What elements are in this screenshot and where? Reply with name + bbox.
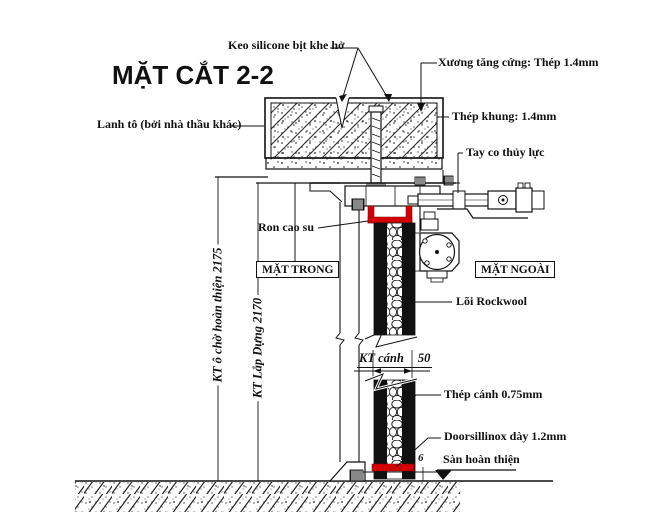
label-inner-face: MẶT TRONG [256,261,339,278]
lintel-concrete [265,97,443,169]
frame-jamb-lines [336,202,363,462]
section-title: MẶT CẮT 2-2 [112,60,274,90]
label-doorsill-inox: Doorsillinox dày 1.2mm [444,429,567,443]
label-leaf-steel: Thép cánh 0.75mm [444,387,543,401]
door-leaf-lower [365,374,417,479]
dim-leaf-width-value: 50 [417,351,431,365]
floor-level-symbol [435,470,516,480]
label-level-mark: 6 [418,452,424,464]
dim-installation-height: KT Lắp Dựng 2170 [251,295,266,401]
dim-leaf-width [357,351,432,368]
bottom-gasket-red [372,464,414,471]
label-lintel: Lanh tô (bởi nhà thầu khác) [97,117,242,131]
label-outer-face: MẶT NGOÀI [475,261,555,278]
label-stiffener-steel: Xương tăng cứng: Thép 1.4mm [438,55,599,69]
label-hydraulic-closer: Tay co thủy lực [466,145,545,159]
ground-hatch [75,482,460,512]
label-frame-steel: Thép khung: 1.4mm [452,109,557,123]
top-gasket-red [368,206,412,223]
label-rockwool-core: Lõi Rockwool [456,294,528,308]
dim-rough-opening-height: KT ô chờ hoàn thiện 2175 [211,245,226,386]
label-finished-floor: Sàn hoàn thiện [443,452,520,466]
dim-leaf-width-label: KT cánh [359,351,404,365]
door-leaf-upper [365,223,417,347]
label-rubber-gasket: Ron cao su [258,220,315,234]
label-silicone-seal: Keo silicone bịt khe hở [228,38,345,52]
